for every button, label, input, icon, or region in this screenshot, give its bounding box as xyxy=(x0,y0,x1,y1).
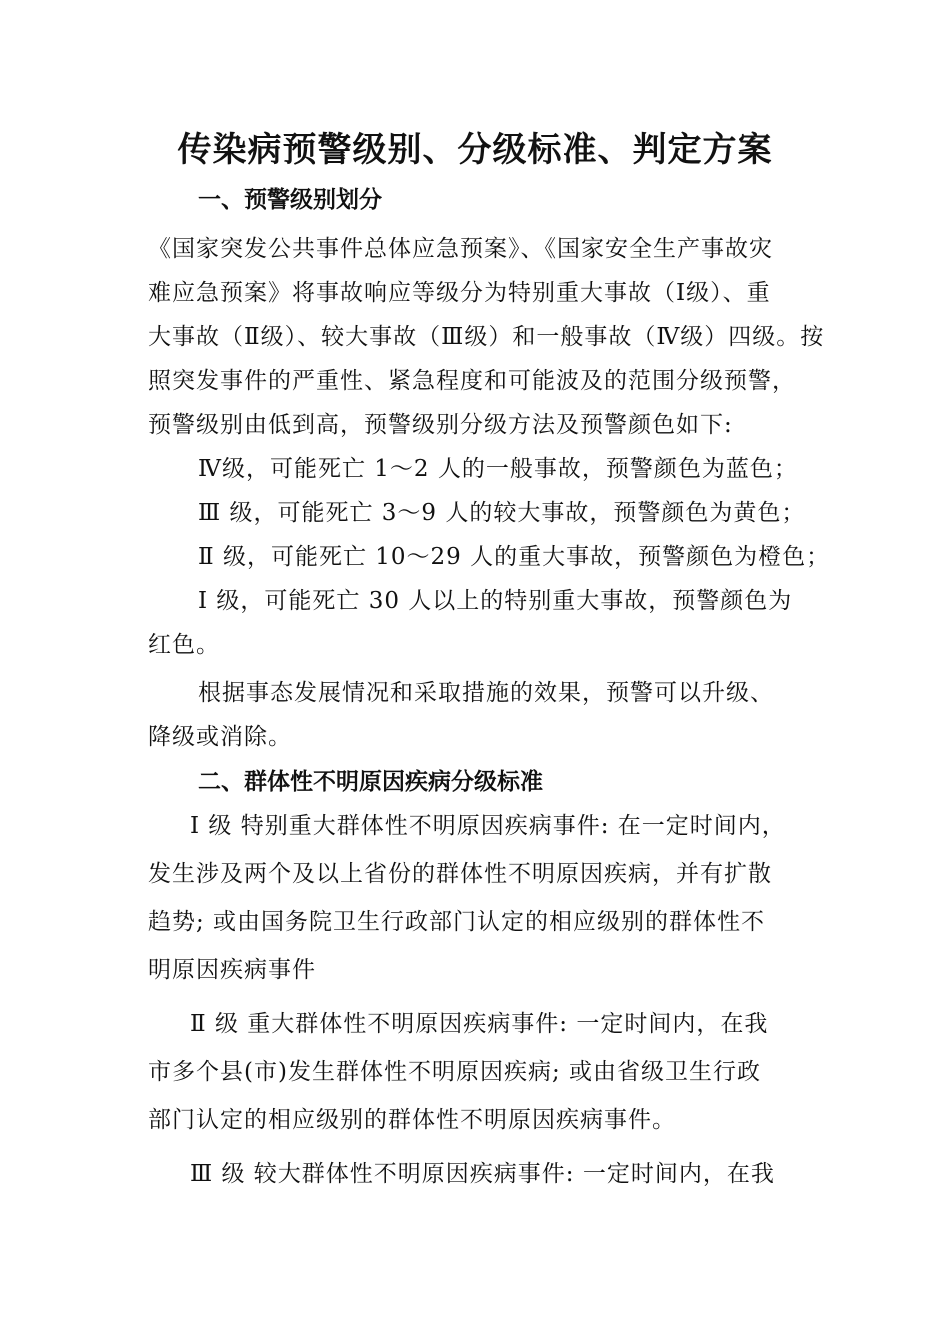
grade-2-paragraph-line: Ⅱ 级 重大群体性不明原因疾病事件: 一定时间内，在我 xyxy=(190,1011,769,1037)
grade-1-paragraph-line: 发生涉及两个及以上省份的群体性不明原因疾病，并有扩散 xyxy=(148,861,772,887)
section-heading-disease-grading: 二、群体性不明原因疾病分级标准 xyxy=(198,768,543,795)
section-heading-warning-levels: 一、预警级别划分 xyxy=(198,186,382,213)
grade-1-paragraph-line: 明原因疾病事件 xyxy=(148,957,316,983)
level-2-description: Ⅱ 级，可能死亡 10～29 人的重大事故，预警颜色为橙色； xyxy=(198,544,831,570)
level-1-description-cont: 红色。 xyxy=(148,632,220,658)
paragraph-line: 照突发事件的严重性、紧急程度和可能波及的范围分级预警， xyxy=(148,368,796,394)
level-4-description: Ⅳ级，可能死亡 1～2 人的一般事故，预警颜色为蓝色； xyxy=(198,456,798,482)
paragraph-line: 大事故（Ⅱ级）、较大事故（Ⅲ级）和一般事故（Ⅳ级）四级。按 xyxy=(148,324,825,350)
warning-adjustment-note: 根据事态发展情况和采取措施的效果，预警可以升级、 xyxy=(198,680,774,706)
warning-adjustment-note-cont: 降级或消除。 xyxy=(148,724,292,750)
grade-1-paragraph-line: Ⅰ 级 特别重大群体性不明原因疾病事件: 在一定时间内， xyxy=(190,813,786,839)
document-title: 传染病预警级别、分级标准、判定方案 xyxy=(177,130,773,170)
grade-1-paragraph-line: 趋势; 或由国务院卫生行政部门认定的相应级别的群体性不 xyxy=(148,909,766,935)
grade-2-paragraph-line: 市多个县(市)发生群体性不明原因疾病; 或由省级卫生行政 xyxy=(148,1059,762,1085)
level-1-description: Ⅰ 级，可能死亡 30 人以上的特别重大事故，预警颜色为 xyxy=(198,588,793,614)
paragraph-line: 难应急预案》将事故响应等级分为特别重大事故（Ⅰ级）、重 xyxy=(148,280,771,306)
grade-2-paragraph-line: 部门认定的相应级别的群体性不明原因疾病事件。 xyxy=(148,1107,676,1133)
grade-3-paragraph-line: Ⅲ 级 较大群体性不明原因疾病事件: 一定时间内，在我 xyxy=(190,1161,775,1187)
paragraph-line: 预警级别由低到高，预警级别分级方法及预警颜色如下: xyxy=(148,412,733,438)
paragraph-line: 《国家突发公共事件总体应急预案》、《国家安全生产事故灾 xyxy=(148,236,773,262)
level-3-description: Ⅲ 级，可能死亡 3～9 人的较大事故，预警颜色为黄色； xyxy=(198,500,806,526)
